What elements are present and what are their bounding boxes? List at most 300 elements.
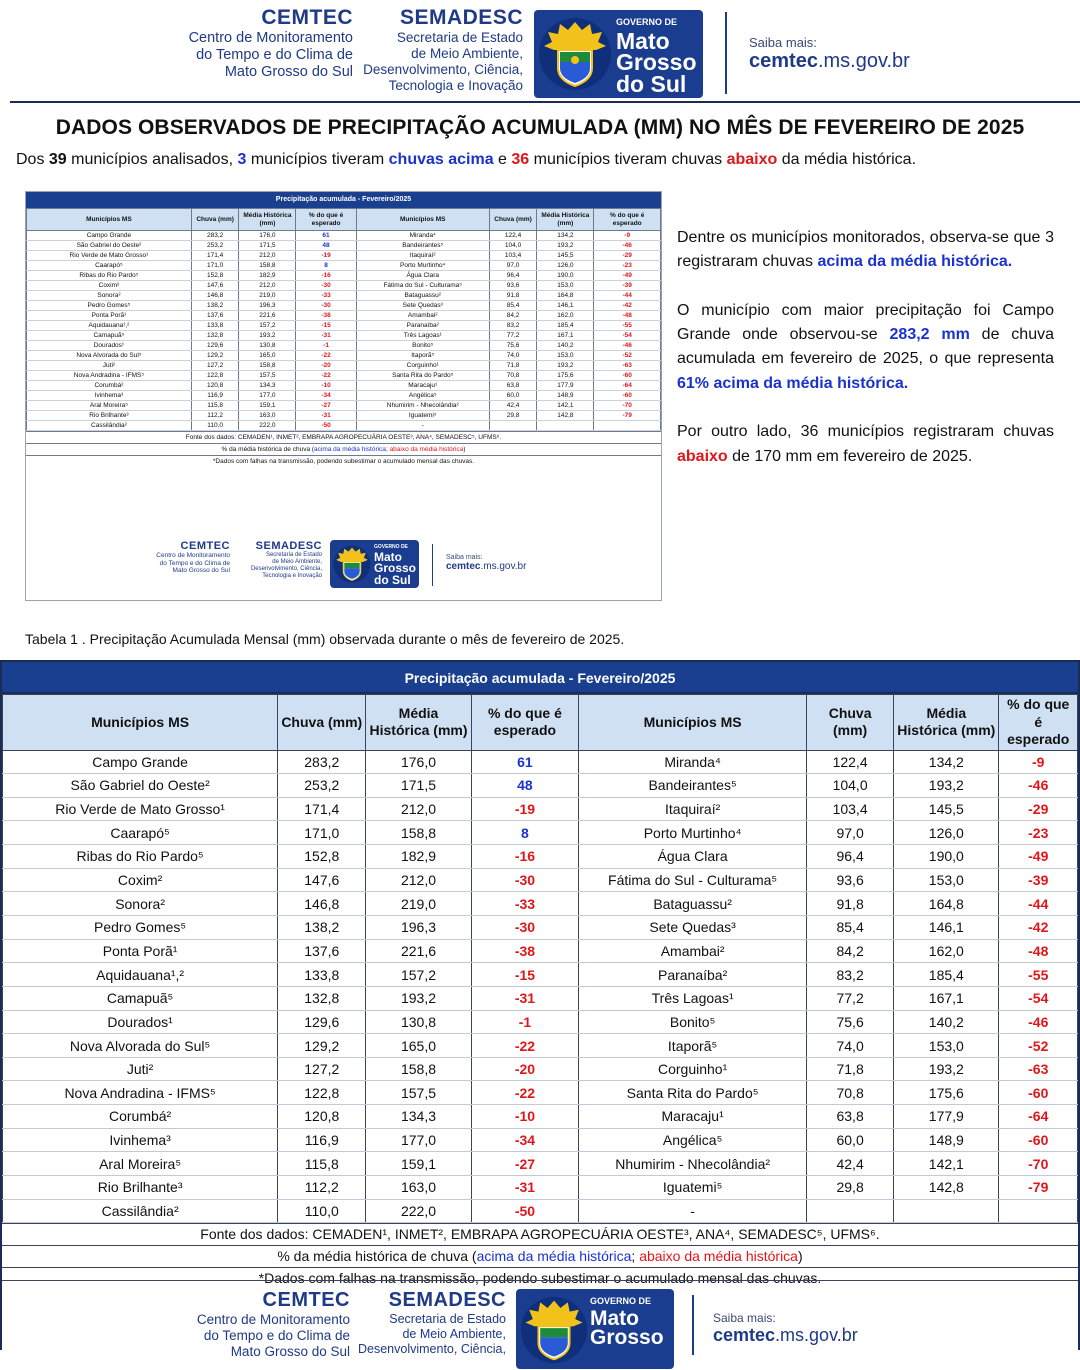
mini-value-cell: 91,8 <box>489 291 537 301</box>
value-cell: 153,0 <box>894 868 999 892</box>
column-header: Municípios MS <box>579 695 807 751</box>
mini-value-cell: 42,4 <box>489 401 537 411</box>
municipality-cell: Nhumirim - Nhecolândia² <box>579 1152 807 1176</box>
mini-percent-cell: -34 <box>296 391 356 401</box>
municipality-cell: Bataguassu² <box>579 892 807 916</box>
mini-value-cell: 175,6 <box>537 371 594 381</box>
mini-municipality-cell: Fátima do Sul - Culturama⁵ <box>356 281 489 291</box>
summary-line: Dos 39 municípios analisados, 3 municípios tiveram chuvas acima e 36 municípios tiveram chuvas abaixo da média histórica. <box>16 151 917 168</box>
mini-value-cell: 129,6 <box>191 341 239 351</box>
percent-cell: -20 <box>471 1057 578 1081</box>
mini-crest-icon <box>333 544 371 584</box>
mini-value-cell: 77,2 <box>489 331 537 341</box>
value-cell: 103,4 <box>807 797 894 821</box>
mini-percent-cell: -15 <box>296 321 356 331</box>
value-cell: 152,8 <box>278 845 366 869</box>
saiba-mais: Saiba mais: cemtec.ms.gov.br <box>749 35 910 72</box>
value-cell: 138,2 <box>278 915 366 939</box>
mini-municipality-cell: Ivinhema³ <box>27 391 192 401</box>
mini-municipality-cell: Dourados¹ <box>27 341 192 351</box>
mini-table-row <box>27 241 661 251</box>
municipality-cell: Aral Moreira⁵ <box>3 1152 278 1176</box>
mini-municipality-cell: Itaporã⁵ <box>356 351 489 361</box>
mini-table-row <box>27 271 661 281</box>
percent-cell: -60 <box>999 1081 1078 1105</box>
mini-value-cell: 157,2 <box>239 321 296 331</box>
description-para-3: Por outro lado, 36 municípios registraram chuvas abaixo de 170 mm em fevereiro de 2025. <box>677 423 1054 465</box>
mini-table-row <box>27 281 661 291</box>
mini-municipality-cell: Juti² <box>27 361 192 371</box>
value-cell: 91,8 <box>807 892 894 916</box>
value-cell: 110,0 <box>278 1199 366 1223</box>
value-cell: 75,6 <box>807 1010 894 1034</box>
table-row <box>3 1105 1078 1129</box>
value-cell: 219,0 <box>366 892 471 916</box>
mini-table-row <box>27 341 661 351</box>
municipality-cell: Itaquiraí² <box>579 797 807 821</box>
mini-municipality-cell: Cassilândia² <box>27 421 192 431</box>
mini-percent-cell: -46 <box>594 241 661 251</box>
mini-table-title: Precipitação acumulada - Fevereiro/2025 <box>26 192 661 208</box>
footer-saiba: Saiba mais: cemtec.ms.gov.br <box>713 1311 858 1345</box>
mini-percent-cell: -60 <box>594 371 661 381</box>
mini-value-cell: 112,2 <box>191 411 239 421</box>
mini-semadesc-block: SEMADESC Secretaria de Estado de Meio Ambiente, Desenvolvimento, Ciência, Tecnologia e Inovação <box>250 540 322 580</box>
mini-column-header: % do que é esperado <box>594 209 661 231</box>
mini-municipality-cell: Sonora² <box>27 291 192 301</box>
value-cell: 142,8 <box>894 1176 999 1200</box>
value-cell: 185,4 <box>894 963 999 987</box>
mini-value-cell: 138,2 <box>191 301 239 311</box>
percent-cell: -60 <box>999 1128 1078 1152</box>
municipality-cell: Campo Grande <box>3 750 278 774</box>
column-header: Média Histórica (mm) <box>366 695 471 751</box>
mini-value-cell: 134,2 <box>537 231 594 241</box>
mini-value-cell: 83,2 <box>489 321 537 331</box>
value-cell: 130,8 <box>366 1010 471 1034</box>
table-row <box>3 1081 1078 1105</box>
value-cell: 126,0 <box>894 821 999 845</box>
municipality-cell: Angélica⁵ <box>579 1128 807 1152</box>
table-row <box>3 1152 1078 1176</box>
header-divider <box>725 12 727 94</box>
mini-municipality-cell: Três Lagoas¹ <box>356 331 489 341</box>
municipality-cell: Corguinho¹ <box>579 1057 807 1081</box>
mini-municipality-cell: São Gabriel do Oeste² <box>27 241 192 251</box>
percent-cell: -1 <box>471 1010 578 1034</box>
value-cell: 193,2 <box>894 1057 999 1081</box>
value-cell: 116,9 <box>278 1128 366 1152</box>
mini-table <box>26 208 661 431</box>
mini-value-cell: 85,4 <box>489 301 537 311</box>
mini-value-cell: 157,5 <box>239 371 296 381</box>
mini-municipality-cell: Corguinho¹ <box>356 361 489 371</box>
percent-cell: -50 <box>471 1199 578 1223</box>
cemtec-desc: Centro de Monitoramento do Tempo e do Clima de Mato Grosso do Sul <box>188 30 353 81</box>
mini-value-cell: 171,4 <box>191 251 239 261</box>
value-cell: 97,0 <box>807 821 894 845</box>
value-cell: 163,0 <box>366 1176 471 1200</box>
footer-cemtec-block: CEMTEC Centro de Monitoramento do Tempo e do Clima de Mato Grosso do Sul <box>196 1289 350 1359</box>
mini-percent-cell: -63 <box>594 361 661 371</box>
mini-value-cell: 122,8 <box>191 371 239 381</box>
percent-cell: -22 <box>471 1081 578 1105</box>
mini-government-logo: GOVERNO DE Mato Grosso do Sul <box>330 540 419 588</box>
mini-municipality-cell: Rio Brilhante³ <box>27 411 192 421</box>
value-cell: 196,3 <box>366 915 471 939</box>
mini-municipality-cell: Bataguassu² <box>356 291 489 301</box>
mini-value-cell: 167,1 <box>537 331 594 341</box>
mini-percent-cell: -30 <box>296 301 356 311</box>
table-caption: Tabela 1 . Precipitação Acumulada Mensal (mm) observada durante o mês de fevereiro de 2025. <box>25 631 625 647</box>
column-header: Chuva (mm) <box>807 695 894 751</box>
mini-municipality-cell: Água Clara <box>356 271 489 281</box>
mini-value-cell: 193,2 <box>537 361 594 371</box>
municipality-cell: Coxim² <box>3 868 278 892</box>
description-para-1: Dentre os municípios monitorados, observa-se que 3 registraram chuvas acima da média histórica. <box>677 229 1054 271</box>
mini-percent-cell: -30 <box>296 281 356 291</box>
mini-value-cell: 212,0 <box>239 251 296 261</box>
mini-table-row <box>27 421 661 431</box>
mini-percent-cell: -48 <box>594 311 661 321</box>
municipality-cell: Rio Brilhante³ <box>3 1176 278 1200</box>
mini-municipality-cell: Santa Rita do Pardo⁵ <box>356 371 489 381</box>
mini-municipality-cell: Camapuã⁵ <box>27 331 192 341</box>
value-cell: 158,8 <box>366 1057 471 1081</box>
mini-percent-cell: -22 <box>296 351 356 361</box>
mini-value-cell: 132,8 <box>191 331 239 341</box>
value-cell: 193,2 <box>366 986 471 1010</box>
mini-percent-cell: -54 <box>594 331 661 341</box>
value-cell: 29,8 <box>807 1176 894 1200</box>
mini-municipality-cell: Campo Grande <box>27 231 192 241</box>
footer-site-link[interactable]: cemtec.ms.gov.br <box>713 1325 858 1345</box>
site-link[interactable]: cemtec.ms.gov.br <box>749 50 910 72</box>
table-row <box>3 1199 1078 1223</box>
table-row <box>3 1128 1078 1152</box>
mini-value-cell: 70,8 <box>489 371 537 381</box>
value-cell: 140,2 <box>894 1010 999 1034</box>
mini-value-cell: 115,8 <box>191 401 239 411</box>
mini-value-cell: 153,0 <box>537 281 594 291</box>
mini-divider <box>432 544 433 586</box>
mini-value-cell: 219,0 <box>239 291 296 301</box>
table-row <box>3 963 1078 987</box>
percent-cell: 48 <box>471 774 578 798</box>
table-row <box>3 1034 1078 1058</box>
mini-value-cell: 182,9 <box>239 271 296 281</box>
header-rule <box>10 101 1080 103</box>
value-cell: 171,5 <box>366 774 471 798</box>
value-cell: 127,2 <box>278 1057 366 1081</box>
mini-cemtec-block: CEMTEC Centro de Monitoramento do Tempo e do Clima de Mato Grosso do Sul <box>156 540 230 575</box>
mini-value-cell: 60,0 <box>489 391 537 401</box>
mini-table-row <box>27 361 661 371</box>
percent-cell: -31 <box>471 1176 578 1200</box>
mini-column-header: Chuva (mm) <box>489 209 537 231</box>
mini-percent-cell: -39 <box>594 281 661 291</box>
mini-value-cell: 159,1 <box>239 401 296 411</box>
mini-percent-cell: -52 <box>594 351 661 361</box>
mini-percent-cell: -10 <box>296 381 356 391</box>
mini-municipality-cell: Bonito⁵ <box>356 341 489 351</box>
value-cell: 165,0 <box>366 1034 471 1058</box>
page-title: DADOS OBSERVADOS DE PRECIPITAÇÃO ACUMULADA (MM) NO MÊS DE FEVEREIRO DE 2025 <box>55 116 1025 139</box>
mini-value-cell: 146,1 <box>537 301 594 311</box>
municipality-cell: Caarapó⁵ <box>3 821 278 845</box>
mini-value-cell: 177,0 <box>239 391 296 401</box>
semadesc-name: SEMADESC <box>399 6 523 29</box>
value-cell: 42,4 <box>807 1152 894 1176</box>
mini-column-header: Municípios MS <box>356 209 489 231</box>
mini-value-cell: 116,9 <box>191 391 239 401</box>
percent-cell: 61 <box>471 750 578 774</box>
value-cell: 159,1 <box>366 1152 471 1176</box>
mini-value-cell: 176,0 <box>239 231 296 241</box>
mini-municipality-cell: Itaquiraí² <box>356 251 489 261</box>
value-cell: 153,0 <box>894 1034 999 1058</box>
mini-municipality-cell: Angélica⁵ <box>356 391 489 401</box>
mini-table-row <box>27 411 661 421</box>
municipality-cell: Miranda⁴ <box>579 750 807 774</box>
percent-cell: -52 <box>999 1034 1078 1058</box>
mini-value-cell: 171,0 <box>191 261 239 271</box>
mini-municipality-cell: Paranaíba² <box>356 321 489 331</box>
municipality-cell: Ivinhema³ <box>3 1128 278 1152</box>
value-cell: 83,2 <box>807 963 894 987</box>
value-cell: 193,2 <box>894 774 999 798</box>
municipality-cell: Três Lagoas¹ <box>579 986 807 1010</box>
mini-value-cell: 171,5 <box>239 241 296 251</box>
table-row <box>3 915 1078 939</box>
percent-cell: -29 <box>999 797 1078 821</box>
percent-cell: -34 <box>471 1128 578 1152</box>
semadesc-block <box>362 6 523 94</box>
table-row <box>3 821 1078 845</box>
municipality-cell: Bandeirantes⁵ <box>579 774 807 798</box>
percent-cell: -38 <box>471 939 578 963</box>
table-row <box>3 1057 1078 1081</box>
municipality-cell: Bonito⁵ <box>579 1010 807 1034</box>
table-row <box>3 892 1078 916</box>
value-cell: 60,0 <box>807 1128 894 1152</box>
mini-table-row <box>27 351 661 361</box>
government-logo <box>534 10 703 98</box>
mini-table-row <box>27 331 661 341</box>
column-header: Municípios MS <box>3 695 278 751</box>
percent-cell: -15 <box>471 963 578 987</box>
mini-value-cell: 162,0 <box>537 311 594 321</box>
mini-value-cell: 120,8 <box>191 381 239 391</box>
footer-logo-strip <box>2 1280 1078 1360</box>
description-para-2: O município com maior precipitação foi Campo Grande onde observou-se 283,2 mm de chuva acumulada em fevereiro de 2025, o que representa 61% acima da média histórica. <box>677 301 1055 392</box>
cemtec-name: CEMTEC <box>261 6 353 29</box>
mini-legend: % da média histórica de chuva (acima da média histórica; abaixo da média histórica) <box>26 443 661 455</box>
footer-government-logo: GOVERNO DE Mato Grosso <box>516 1289 674 1369</box>
column-header: Média Histórica (mm) <box>894 695 999 751</box>
mini-percent-cell: -55 <box>594 321 661 331</box>
mini-value-cell: 165,0 <box>239 351 296 361</box>
value-cell <box>894 1199 999 1223</box>
mini-percent-cell: -79 <box>594 411 661 421</box>
value-cell: 146,8 <box>278 892 366 916</box>
percent-cell: 8 <box>471 821 578 845</box>
mini-value-cell: 122,4 <box>489 231 537 241</box>
table-row <box>3 797 1078 821</box>
value-cell: 145,5 <box>894 797 999 821</box>
percent-cell: -42 <box>999 915 1078 939</box>
mini-percent-cell <box>594 421 661 431</box>
percent-cell: -70 <box>999 1152 1078 1176</box>
mini-municipality-cell: Nova Andradina - IFMS⁵ <box>27 371 192 381</box>
mini-table-row <box>27 301 661 311</box>
percent-cell: -22 <box>471 1034 578 1058</box>
mini-municipality-cell: Corumbá² <box>27 381 192 391</box>
percent-cell: -48 <box>999 939 1078 963</box>
municipality-cell: Camapuã⁵ <box>3 986 278 1010</box>
mini-value-cell: 130,8 <box>239 341 296 351</box>
table-legend: % da média histórica de chuva (acima da média histórica; abaixo da média histórica) <box>2 1245 1078 1267</box>
value-cell: 283,2 <box>278 750 366 774</box>
mini-value-cell: 190,0 <box>537 271 594 281</box>
mini-table-row <box>27 371 661 381</box>
mini-table-row <box>27 391 661 401</box>
value-cell: 104,0 <box>807 774 894 798</box>
mini-table-row <box>27 381 661 391</box>
municipality-cell: Nova Alvorada do Sul⁵ <box>3 1034 278 1058</box>
table-title: Precipitação acumulada - Fevereiro/2025 <box>2 662 1078 694</box>
table-row <box>3 1010 1078 1034</box>
municipality-cell: Dourados¹ <box>3 1010 278 1034</box>
percent-cell: -16 <box>471 845 578 869</box>
mini-header-row <box>27 209 661 231</box>
mini-value-cell: 153,0 <box>537 351 594 361</box>
mini-percent-cell: -70 <box>594 401 661 411</box>
state-crest-icon <box>538 16 612 92</box>
mini-table-body <box>27 231 661 431</box>
mini-value-cell: 110,0 <box>191 421 239 431</box>
value-cell: 190,0 <box>894 845 999 869</box>
mini-table-row <box>27 261 661 271</box>
precipitation-table <box>0 660 1080 1359</box>
header-banner <box>0 0 1080 104</box>
value-cell: 147,6 <box>278 868 366 892</box>
percent-cell: -64 <box>999 1105 1078 1129</box>
footer-semadesc-block: SEMADESC Secretaria de Estado de Meio Ambiente, Desenvolvimento, Ciência, <box>358 1289 506 1356</box>
description-text <box>677 226 1054 493</box>
value-cell: 167,1 <box>894 986 999 1010</box>
municipality-cell: Amambai² <box>579 939 807 963</box>
percent-cell: -30 <box>471 915 578 939</box>
value-cell: 115,8 <box>278 1152 366 1176</box>
mini-municipality-cell: Amambai² <box>356 311 489 321</box>
value-cell: 84,2 <box>807 939 894 963</box>
mini-percent-cell: -16 <box>296 271 356 281</box>
mini-percent-cell: -60 <box>594 391 661 401</box>
municipality-cell: Iguatemi⁵ <box>579 1176 807 1200</box>
value-cell: 70,8 <box>807 1081 894 1105</box>
value-cell: 142,1 <box>894 1152 999 1176</box>
value-cell: 77,2 <box>807 986 894 1010</box>
value-cell: 96,4 <box>807 845 894 869</box>
mini-value-cell: 145,5 <box>537 251 594 261</box>
column-header: % do que é esperado <box>471 695 578 751</box>
mini-value-cell: 185,4 <box>537 321 594 331</box>
mini-value-cell: 164,8 <box>537 291 594 301</box>
mini-municipality-cell: Ponta Porã¹ <box>27 311 192 321</box>
mini-municipality-cell: Ribas do Rio Pardo⁵ <box>27 271 192 281</box>
value-cell: 71,8 <box>807 1057 894 1081</box>
mini-saiba: Saiba mais: cemtec.ms.gov.br <box>446 554 527 572</box>
mini-percent-cell: 8 <box>296 261 356 271</box>
municipality-cell: Santa Rita do Pardo⁵ <box>579 1081 807 1105</box>
value-cell: 133,8 <box>278 963 366 987</box>
mini-value-cell: 93,6 <box>489 281 537 291</box>
mini-percent-cell: -64 <box>594 381 661 391</box>
municipality-cell: Água Clara <box>579 845 807 869</box>
municipality-cell: Rio Verde de Mato Grosso¹ <box>3 797 278 821</box>
mini-municipality-cell: Iguatemi⁵ <box>356 411 489 421</box>
mini-value-cell: 104,0 <box>489 241 537 251</box>
percent-cell: -79 <box>999 1176 1078 1200</box>
municipality-cell: São Gabriel do Oeste² <box>3 774 278 798</box>
mini-value-cell: 134,3 <box>239 381 296 391</box>
mini-value-cell <box>537 421 594 431</box>
mini-value-cell: 127,2 <box>191 361 239 371</box>
table-row <box>3 774 1078 798</box>
municipality-cell: Maracaju¹ <box>579 1105 807 1129</box>
mini-source: Fonte dos dados: CEMADEN¹, INMET², EMBRAPA AGROPECUÁRIA OESTE³, ANA⁴, SEMADESC⁵, UFMS⁶. <box>26 431 661 443</box>
value-cell: 177,9 <box>894 1105 999 1129</box>
mini-percent-cell: -9 <box>594 231 661 241</box>
value-cell: 157,5 <box>366 1081 471 1105</box>
municipality-cell: Corumbá² <box>3 1105 278 1129</box>
mini-table-row <box>27 251 661 261</box>
percent-cell: -9 <box>999 750 1078 774</box>
mini-column-header: Municípios MS <box>27 209 192 231</box>
percent-cell: -54 <box>999 986 1078 1010</box>
mini-percent-cell: -19 <box>296 251 356 261</box>
mini-percent-cell: -49 <box>594 271 661 281</box>
value-cell: 175,6 <box>894 1081 999 1105</box>
value-cell: 129,6 <box>278 1010 366 1034</box>
footer-crest-icon <box>520 1295 588 1365</box>
footer-divider <box>692 1295 694 1355</box>
cemtec-block <box>170 6 353 81</box>
mini-column-header: % do que é esperado <box>296 209 356 231</box>
percent-cell: -55 <box>999 963 1078 987</box>
percent-cell <box>999 1199 1078 1223</box>
mini-percent-cell: -31 <box>296 331 356 341</box>
value-cell: 120,8 <box>278 1105 366 1129</box>
mini-table-row <box>27 231 661 241</box>
percent-cell: -19 <box>471 797 578 821</box>
mini-municipality-cell: - <box>356 421 489 431</box>
value-cell: 222,0 <box>366 1199 471 1223</box>
municipality-cell: Pedro Gomes⁵ <box>3 915 278 939</box>
mini-value-cell: 142,8 <box>537 411 594 421</box>
mini-value-cell: 84,2 <box>489 311 537 321</box>
value-cell: 157,2 <box>366 963 471 987</box>
value-cell: 112,2 <box>278 1176 366 1200</box>
mini-municipality-cell: Nova Alvorada do Sul⁵ <box>27 351 192 361</box>
mini-value-cell: 193,2 <box>537 241 594 251</box>
value-cell: 171,0 <box>278 821 366 845</box>
municipality-cell: Nova Andradina - IFMS⁵ <box>3 1081 278 1105</box>
mini-value-cell: 193,2 <box>239 331 296 341</box>
mini-value-cell: 158,8 <box>239 361 296 371</box>
mini-percent-cell: 61 <box>296 231 356 241</box>
